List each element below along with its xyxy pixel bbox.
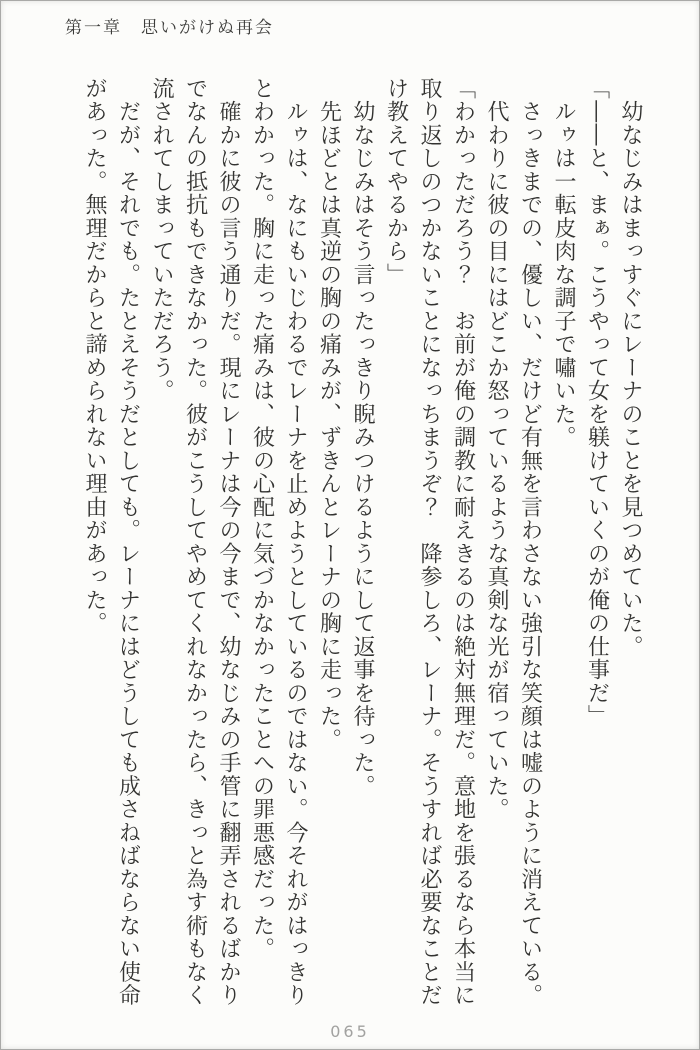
chapter-header: 第一章 思いがけぬ再会	[65, 18, 274, 38]
paragraph: 先ほどとは真逆の胸の痛みが、ずきんとレーナの胸に走った。	[316, 77, 342, 752]
paragraph: 代わりに彼の目にはどこか怒っているような真剣な光が宿っていた。	[484, 77, 509, 821]
page-number: 065	[330, 1022, 370, 1041]
paragraph: 幼なじみはまっすぐにレーナのことを見つめていた。	[618, 77, 643, 659]
body-text	[78, 77, 648, 1007]
paragraph: ルゥは、なにもいじわるでレーナを止めようとしているのではない。今それがはっきりとわかった。胸に走った痛みは、彼の心配に気づかなかったことへの罪悪感だった。	[249, 77, 308, 1007]
paragraph: だが、それでも。たとえそうだとしても。レーナにはどうしても成さねばならない使命があった。無理だからと諦められない理由があった。	[82, 77, 141, 1007]
paragraph: 「わかっただろう？ お前が俺の調教に耐えきるのは絶対無理だ。意地を張るなら本当に取り返しのつかないことになっちまうぞ？ 降参しろ、レーナ。そうすれば必要なことだけ教えてやるから」	[383, 77, 476, 1007]
paragraph: 「――と、まぁ。こうやって女を躾けていくのが俺の仕事だ」	[584, 77, 610, 728]
paragraph: 幼なじみはそう言ったっきり睨みつけるようにして返事を待った。	[350, 77, 375, 798]
paragraph: ルゥは一転皮肉な調子で嘯いた。	[551, 77, 576, 449]
paragraph: さっきまでの、優しい、だけど有無を言わさない強引な笑顔は嘘のように消えている。	[517, 77, 543, 1007]
paragraph: 確かに彼の言う通りだ。現にレーナは今の今まで、幼なじみの手管に翻弄されるばかりでなんの抵抗もできなかった。彼がこうしてやめてくれなかったら、きっと為す術もなく流されてしまっていただろう。	[149, 77, 241, 1007]
